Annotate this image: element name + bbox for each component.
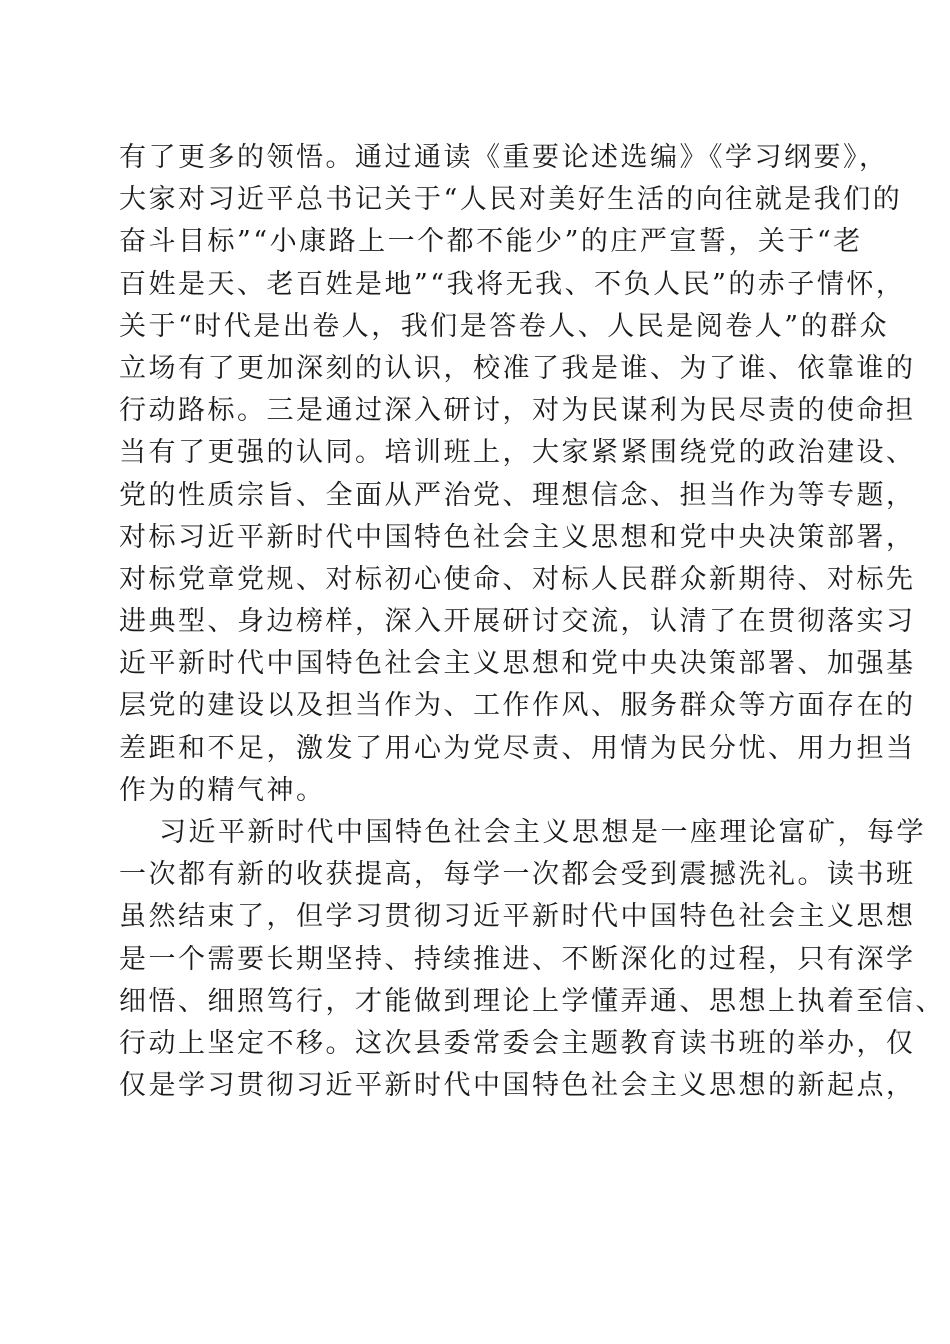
body-text bbox=[119, 137, 945, 1107]
text-line: 有了更多的领悟。通过通读《重要论述选编》《学习纲要》， bbox=[119, 142, 889, 173]
text-line: 行动路标。三是通过深入研讨，对为民谋利为民尽责的使命担 bbox=[119, 395, 916, 427]
text-line: 是一个需要长期坚持、持续推进、不断深化的过程，只有深学 bbox=[119, 943, 916, 975]
text-line: 层党的建设以及担当作为、工作作风、服务群众等方面存在的 bbox=[119, 690, 916, 722]
text-line: 大家对习近平总书记关于“人民对美好生活的向往就是我们的 bbox=[119, 184, 903, 216]
text-line: 党的性质宗旨、全面从严治党、理想信念、担当作为等专题， bbox=[119, 479, 916, 511]
text-line: 近平新时代中国特色社会主义思想和党中央决策部署、加强基 bbox=[119, 648, 916, 680]
text-line: 进典型、身边榜样，深入开展研讨交流，认清了在贯彻落实习 bbox=[119, 606, 916, 638]
text-line: 立场有了更加深刻的认识，校准了我是谁、为了谁、依靠谁的 bbox=[119, 352, 916, 384]
text-line: 仅是学习贯彻习近平新时代中国特色社会主义思想的新起点， bbox=[119, 1070, 916, 1102]
text-line: 虽然结束了，但学习贯彻习近平新时代中国特色社会主义思想 bbox=[119, 901, 916, 933]
text-line: 奋斗目标”“小康路上一个都不能少”的庄严宣誓，关于“老 bbox=[119, 226, 863, 258]
paragraph-2 bbox=[119, 812, 945, 1107]
text-line: 对标党章党规、对标初心使命、对标人民群众新期待、对标先 bbox=[119, 563, 916, 595]
text-line: 行动上坚定不移。这次县委常委会主题教育读书班的举办，仅 bbox=[119, 1027, 916, 1059]
text-line: 细悟、细照笃行，才能做到理论上学懂弄通、思想上执着至信、 bbox=[119, 985, 945, 1017]
text-line: 当有了更强的认同。培训班上，大家紧紧围绕党的政治建设、 bbox=[119, 437, 916, 469]
paragraph-1 bbox=[119, 137, 916, 812]
text-line: 百姓是天、老百姓是地”“我将无我、不负人民”的赤子情怀， bbox=[119, 268, 906, 300]
text-line: 对标习近平新时代中国特色社会主义思想和党中央决策部署， bbox=[119, 521, 916, 553]
text-line: 一次都有新的收获提高，每学一次都会受到震撼洗礼。读书班 bbox=[119, 859, 916, 891]
text-line: 习近平新时代中国特色社会主义思想是一座理论富矿，每学 bbox=[159, 817, 926, 848]
text-line: 作为的精气神。 bbox=[119, 774, 326, 806]
text-line: 差距和不足，激发了用心为党尽责、用情为民分忧、用力担当 bbox=[119, 732, 916, 764]
text-line: 关于“时代是出卷人，我们是答卷人、人民是阅卷人”的群众 bbox=[119, 310, 890, 342]
